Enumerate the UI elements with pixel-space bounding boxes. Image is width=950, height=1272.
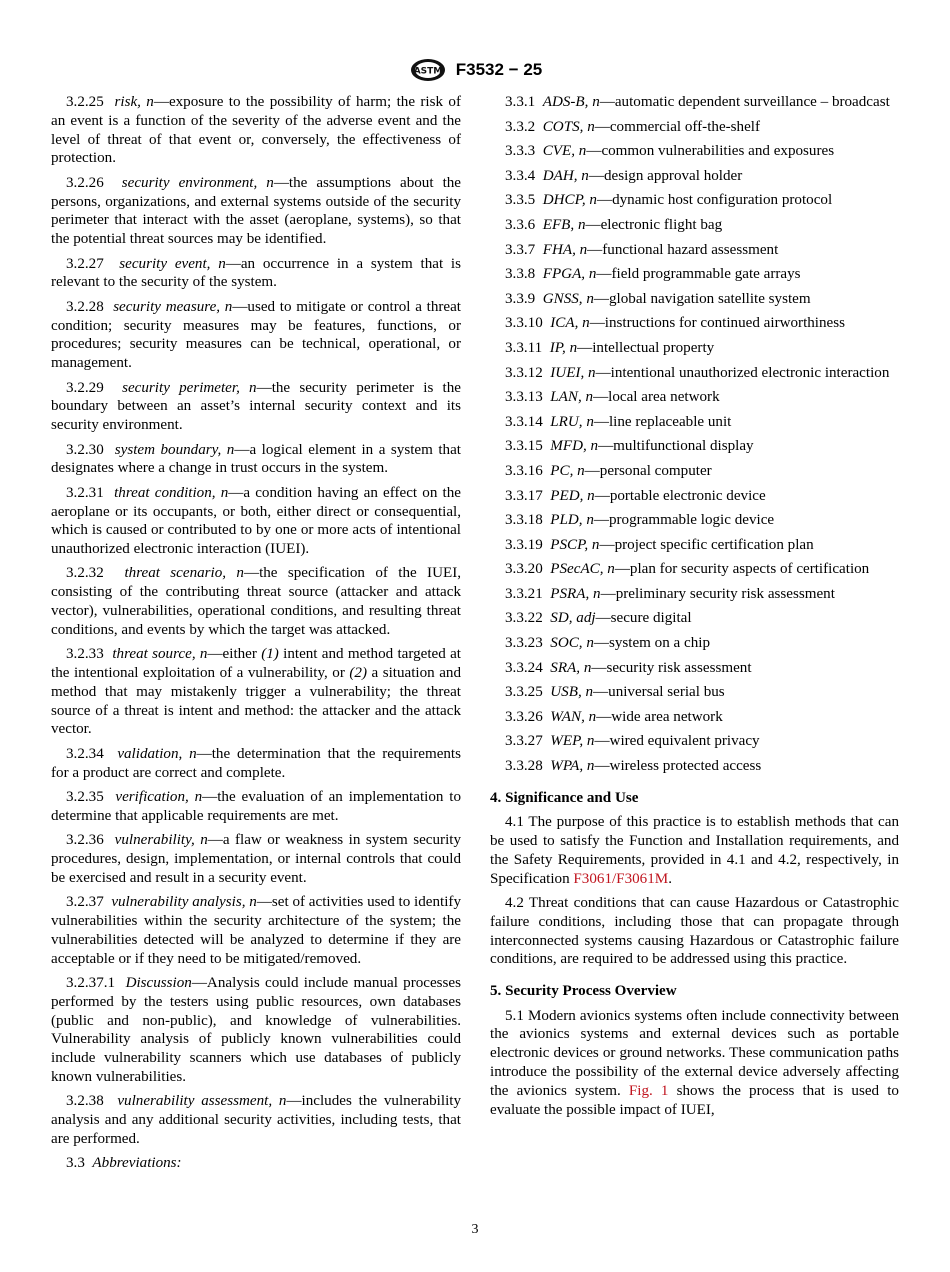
definition-text: —the specification of the IUEI, consisting of the contributing threat source (attacker and attack vector), vulnerabilities, operational conditions, and resulting threat conditions, and events by which the target was attacked.: [51, 565, 462, 638]
definition-text: —the determination that the requirements for a product are correct and complete.: [51, 745, 462, 781]
definition-number: 3.3.4: [505, 167, 536, 184]
definition-term: vulnerability, n: [114, 832, 208, 849]
definition-number: 3.2.29: [66, 379, 104, 396]
definition-text: —universal serial bus: [593, 684, 725, 701]
definition-term: PC, n: [550, 462, 585, 479]
definition-text: —instructions for continued airworthiness: [589, 315, 845, 332]
definition-term: security perimeter, n: [122, 379, 257, 396]
definition-term: WEP, n: [550, 733, 595, 750]
definition-number: 3.2.28: [66, 298, 104, 315]
definition-term: GNSS, n: [542, 290, 594, 307]
definition-3-3-13: [490, 388, 899, 407]
definition-text: —intellectual property: [577, 339, 715, 356]
definition-text: —secure digital: [595, 610, 692, 627]
definition-3-3-22: [490, 609, 899, 628]
definition-text: —preliminary security risk assessment: [600, 585, 835, 602]
definition-number: 3.2.38: [66, 1093, 104, 1110]
definition-text: —wide area network: [596, 708, 723, 725]
definition-number: 3.2.34: [66, 745, 104, 762]
definition-number: 3.3.13: [505, 389, 543, 406]
definition-number: 3.3.6: [505, 216, 536, 233]
figure-1-link[interactable]: Fig. 1: [628, 1082, 669, 1099]
definition-term: security environment, n: [121, 174, 274, 191]
left-column: [51, 93, 461, 1179]
definition-term: vulnerability analysis, n: [111, 894, 257, 911]
definition-text: —functional hazard assessment: [587, 241, 779, 258]
definition-term: PLD, n: [550, 512, 594, 529]
definition-number: 3.3.23: [505, 635, 543, 652]
definition-3-2-33: 3.2.33 threat source, n—either (1) intent and method targeted at the intentional exploitation of a vulnerability, or (2) a situation and method that may mistakenly trigger a vulnerability; the threat source of a threat is intent and method: the attacker and the attack vector.: [51, 646, 462, 738]
definition-text: —a flaw or weakness in system security procedures, design, implementation, or internal controls that could be exercised and result in a security event.: [51, 832, 461, 886]
definition-number: 3.3.12: [505, 364, 543, 381]
document-id: F3532 − 25: [455, 60, 543, 79]
definition-3-3-24: [490, 659, 899, 678]
definition-term: threat condition, n: [114, 484, 229, 501]
definition-term: security event, n: [119, 255, 226, 272]
definition-term: validation, n: [117, 745, 197, 762]
paragraph-4-2: 4.2 Threat conditions that can cause Hazardous or Catastrophic failure conditions, including those that can propagate through interconnected systems causing Hazardous or Catastrophic failure conditions, are required to be addressed using this practice.: [490, 895, 899, 968]
definition-number: 3.2.30: [66, 441, 104, 458]
definition-term: SRA, n: [550, 659, 592, 676]
definition-3-3-2: [490, 118, 899, 137]
definition-number: 3.3.8: [505, 266, 536, 283]
definition-number: 3.2.25: [66, 94, 104, 110]
definition-text: —intentional unauthorized electronic interaction: [595, 364, 890, 381]
definition-3-2-37-1: [51, 974, 461, 1087]
definition-number: 3.3.27: [505, 733, 543, 750]
definition-text: —global navigation satellite system: [593, 290, 811, 307]
definition-term: threat scenario, n: [124, 565, 244, 582]
astm-logo-icon: [408, 58, 448, 82]
definition-3-3-16: [490, 462, 899, 481]
definition-3-3-23: [490, 634, 899, 653]
definition-3-3-8: [490, 265, 899, 284]
definition-number: 3.3.17: [505, 487, 543, 504]
definition-term: Discussion: [125, 974, 192, 991]
definition-3-3-11: [490, 339, 899, 358]
definition-text: —set of activities used to identify vulnerabilities within the security architecture of the system; the vulnerabilities detected will be analyzed to determine if they are acceptable or if they need to be mitigated/removed.: [51, 894, 461, 967]
definition-text: —automatic dependent surveillance – broadcast: [599, 94, 890, 110]
definition-3-3-27: [490, 732, 899, 751]
definition-term: WAN, n: [550, 708, 597, 725]
definition-text: —used to mitigate or control a threat condition; security measures may be features, functions, or procedures; security measures can be technical, operational, or management.: [51, 298, 461, 372]
definition-3-2-31: [51, 484, 461, 559]
definition-3-3-7: [490, 241, 899, 260]
definition-term: SD, adj: [550, 610, 596, 627]
definition-term: FPGA, n: [542, 266, 597, 283]
definition-3-3-28: [490, 757, 899, 776]
definition-3-3-15: [490, 437, 899, 456]
paragraph-5-1: 5.1 Modern avionics systems often include connectivity between the avionics systems and external devices such as portable electronic devices or ground networks. These communication paths introduce the possibility of the external device adversely affecting the avionics system. Fig. 1 shows the process that is used to evaluate the possible impact of IUEI,: [490, 1007, 899, 1118]
definition-text: —local area network: [593, 389, 720, 406]
definition-number: 3.3.19: [505, 536, 543, 553]
definition-text: —an occurrence in a system that is relevant to the security of the system.: [51, 255, 461, 291]
definition-term: IP, n: [549, 339, 578, 356]
definition-text: —a condition having an effect on the aeroplane or its occupants, or both, either direct or consequential, which is caused or contributed to by one or more acts of intentional unauthorized electronic interaction (IUEI).: [51, 484, 461, 558]
page-number: 3: [471, 1222, 479, 1237]
definition-3-3-20: [490, 560, 899, 579]
definition-text: —common vulnerabilities and exposures: [586, 143, 835, 160]
definitions-list-2: [51, 745, 461, 1149]
definition-3-3-17: [490, 487, 899, 506]
definition-text: —exposure to the possibility of harm; the risk of an event is a function of the severity of the adverse event and the level of threat of that event or, conversely, the effectiveness of protection.: [51, 94, 461, 167]
definition-term: SOC, n: [550, 635, 594, 652]
definition-3-3-26: [490, 708, 899, 727]
definition-number: 3.3.18: [505, 512, 543, 529]
definition-3-2-28: [51, 298, 461, 373]
definition-3-2-37: [51, 893, 461, 968]
definition-term: DHCP, n: [542, 192, 597, 209]
definition-text: —line replaceable unit: [593, 413, 732, 430]
definition-number: 3.3.3: [505, 143, 536, 160]
definition-term: USB, n: [550, 684, 594, 701]
definition-term: verification, n: [115, 789, 203, 806]
definition-3-3-18: [490, 511, 899, 530]
definition-number: 3.2.35: [66, 789, 104, 806]
definition-text: —includes the vulnerability analysis and any additional security activities, including tests, that are performed.: [51, 1093, 462, 1147]
definition-number: 3.3.24: [505, 659, 543, 676]
definition-term: CVE, n: [542, 143, 587, 160]
definition-number: 3.3.10: [505, 315, 543, 332]
definition-term: PED, n: [550, 487, 595, 504]
definition-3-2-26: [51, 174, 461, 249]
definition-3-3-19: [490, 536, 899, 555]
definition-term: vulnerability assessment, n: [117, 1093, 287, 1110]
page-header: [0, 58, 950, 82]
definition-text: —the evaluation of an implementation to determine that applicable requirements are met.: [51, 789, 461, 824]
definition-3-3-25: [490, 683, 899, 702]
definition-3-2-25: [51, 93, 461, 168]
definition-number: 3.2.36: [66, 832, 104, 849]
definition-3-3-9: [490, 290, 899, 309]
definition-number: 3.3.28: [505, 758, 543, 775]
definition-number: 3.3.26: [505, 708, 543, 725]
definition-number: 3.3.5: [505, 192, 536, 209]
definition-text: —the assumptions about the persons, organizations, and external systems outside of the security perimeter that interact with the asset (aeroplane, systems), so that the potential threat sources may be identified.: [51, 174, 462, 248]
definition-3-2-32: [51, 564, 461, 639]
definition-term: WPA, n: [550, 758, 595, 775]
definition-number: 3.3.11: [505, 339, 543, 356]
section-5-heading: 5. Security Process Overview: [490, 983, 677, 1000]
definition-term: FHA, n: [542, 241, 588, 258]
definition-3-3-14: [490, 413, 899, 432]
definition-term: DAH, n: [542, 167, 589, 184]
definition-3-2-35: [51, 788, 461, 826]
definition-text: —plan for security aspects of certification: [614, 561, 870, 578]
definition-3-2-29: [51, 379, 461, 435]
abbreviations-heading: 3.3 Abbreviations:: [66, 1155, 182, 1172]
definition-number: 3.3.14: [505, 413, 543, 430]
definition-text: —portable electronic device: [594, 487, 766, 504]
definition-number: 3.3.15: [505, 438, 543, 455]
definition-3-3-6: [490, 216, 899, 235]
definition-text: —multifunctional display: [598, 438, 754, 455]
definition-term: ICA, n: [550, 315, 590, 332]
definition-term: COTS, n: [542, 118, 595, 135]
definition-text: —electronic flight bag: [585, 216, 723, 233]
definition-term: PSecAC, n: [550, 561, 615, 578]
svg-text:ASTM: ASTM: [413, 66, 443, 77]
definition-term: IUEI, n: [550, 364, 596, 381]
definition-text: —project specific certification plan: [599, 536, 814, 553]
definition-text: —commercial off-the-shelf: [594, 118, 761, 135]
definition-number: 3.2.31: [66, 484, 104, 501]
definition-3-3-3: [490, 142, 899, 161]
definition-number: 3.2.27: [66, 255, 104, 272]
definition-term: LRU, n: [550, 413, 594, 430]
definition-3-3-4: [490, 167, 899, 186]
definition-text: —wired equivalent privacy: [594, 733, 760, 750]
definition-number: 3.2.37: [66, 894, 104, 911]
definition-number: 3.3.20: [505, 561, 543, 578]
definition-text: —Analysis could include manual processes performed by the testers using public resources, own databases (public and non-public), and knowledge of vulnerabilities. Vulnerability analysis of publicly known vulnerabilities could include vulnerability scanners which use databases of publicly known vulnerabilities.: [51, 974, 461, 1085]
definition-3-3-12: [490, 364, 899, 383]
definition-number: 3.3.1: [505, 94, 536, 110]
definition-number: 3.3.7: [505, 241, 536, 258]
definition-3-2-34: [51, 745, 461, 783]
definition-text: —design approval holder: [588, 167, 743, 184]
definition-term: PSCP, n: [550, 536, 600, 553]
definition-3-3-5: [490, 191, 899, 210]
paragraph-4-1: 4.1 The purpose of this practice is to establish methods that can be used to satisfy the Function and Installation requirements, and the Safety Requirements, provided in 4.1 and 4.2, respectively, in Specification F3061/F3061M.: [490, 814, 899, 887]
definition-number: 3.3.22: [505, 610, 543, 627]
definition-number: 3.2.32: [66, 565, 104, 582]
definition-number: 3.3.16: [505, 462, 543, 479]
definition-number: 3.3.2: [505, 118, 536, 135]
right-column: [490, 93, 899, 1125]
section-4-heading: 4. Significance and Use: [490, 789, 639, 806]
definition-text: —security risk assessment: [591, 659, 752, 676]
definition-3-3-21: [490, 585, 899, 604]
definition-number: 3.2.26: [66, 174, 104, 191]
definition-text: —wireless protected access: [594, 758, 762, 775]
definition-3-2-36: [51, 831, 461, 887]
definition-term: PSRA, n: [550, 585, 601, 602]
definition-number: 3.3.25: [505, 684, 543, 701]
definition-text: —system on a chip: [593, 635, 711, 652]
spec-link-f3061[interactable]: F3061/F3061M: [573, 870, 669, 887]
definition-text: —programmable logic device: [593, 512, 775, 529]
definition-3-2-38: [51, 1092, 461, 1148]
definition-number: 3.3.9: [505, 290, 536, 307]
definition-3-2-27: [51, 255, 461, 293]
definition-term: risk, n: [114, 94, 154, 110]
definition-text: —dynamic host configuration protocol: [596, 192, 833, 209]
definition-term: system boundary, n: [114, 441, 235, 458]
definition-text: —a logical element in a system that designates where a change in trust occurs in the system.: [51, 441, 462, 477]
definition-text: —the security perimeter is the boundary between an asset’s internal security context and its security environment.: [51, 379, 461, 434]
definition-3-3-1: [490, 93, 899, 112]
abbreviations-list: [490, 93, 899, 776]
definition-term: MFD, n: [550, 438, 599, 455]
definition-term: LAN, n: [550, 389, 594, 406]
definition-term: ADS-B, n: [542, 94, 600, 110]
definition-term: EFB, n: [542, 216, 586, 233]
definition-number: 3.3.21: [505, 585, 543, 602]
definition-3-3-10: [490, 314, 899, 333]
definition-3-2-30: [51, 441, 461, 479]
definitions-list-1: [51, 93, 461, 640]
definition-term: security measure, n: [113, 298, 233, 315]
definition-number: 3.2.37.1: [66, 974, 116, 991]
definition-text: —personal computer: [584, 462, 712, 479]
definition-text: —field programmable gate arrays: [596, 266, 801, 283]
